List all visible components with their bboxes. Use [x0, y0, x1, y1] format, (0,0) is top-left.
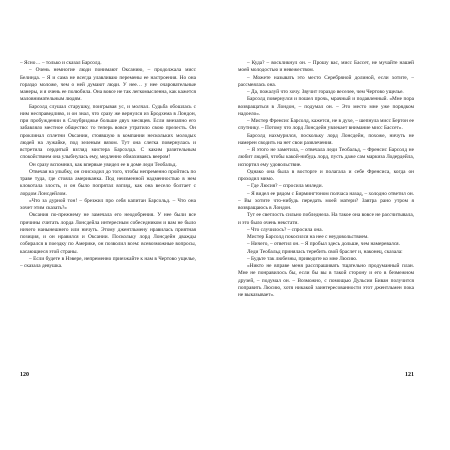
- left-paragraph-6: «Что за дурной тон! – брезжил про себя капитан Барсольд. – Что она хочет этим сказать?»: [20, 197, 196, 211]
- right-page-number: 121: [405, 372, 414, 378]
- right-page: [238, 60, 414, 372]
- left-paragraph-8: – Если будете в Нэвере, непременно приезжайте к нам в Чертово ущелье, – сказала девушка.: [20, 255, 196, 269]
- right-paragraph-8: Однако она была в восторге и полагала и себе Френсиса, когда он проходил мимо.: [238, 168, 414, 182]
- right-paragraph-16: – Будьте так любезны, приведите ко мне Люсию.: [247, 255, 358, 262]
- right-paragraph-5: – Мистер Френсис Барсолд, кажется, не в духе, – шепнула мисс Бертон ее спутнику. – Потому что лорд Лонсдейн увлекает внимание мисс Бассет».: [238, 118, 414, 132]
- right-paragraph-3: – Да, пожалуй что хочу. Звучит гораздо веселее, чем Чертово ущелье.: [247, 89, 404, 95]
- right-paragraph-4: Барсолд повернулся и пошел прочь, мрачный и подавленный. «Мне пора возвращаться в Лондон, – подумал он. – Это место мне уже порядком надоело».: [238, 96, 414, 117]
- left-paragraph-5: Отвечая на улыбку, он снисходил до того, чтобы непременно пройтись по траве туда, где стояла американка. Под неизменнoй надменностью в нем клокотала злость, и он было попрятал взгляд, как она весело болтает с лордом Лонсдейлом.: [20, 168, 196, 197]
- right-paragraph-11: Тут ее светлость сильно побледнела. На такое она вовсе не рассчитывала, и это было очень некстати.: [238, 212, 414, 226]
- left-paragraph-1: – Ясно… – только и сказал Барсолд.: [20, 60, 102, 66]
- right-paragraph-7: – Я этого не заметила, – отвечала леди Теобальд, – Френсис Барсолд не любит людей, чтобы какой-нибудь лорд, пусть даже сам маркиза Лодердейла, испортил ему удовольствие.: [238, 147, 414, 168]
- right-paragraph-14: – Ничего, – ответил он. – Я пробыл здесь дольше, чем намеревался.: [247, 241, 400, 248]
- right-paragraph-10: – Я видел ее рядом с Бирмингтоном полчаса назад, – холодно ответил он. – Вы хотите что-нибудь передать моей матери? Завтра рано утром я возвращаюсь в Лондон.: [238, 190, 414, 211]
- left-paragraph-7: Оксания по-прежнему не замечала его неодобрения. У нее были все причины считать лорда Лонсдейла интересным собеседником и вам не было ничего нанынешнего или ничуть. Этому джентльмену нравилась приятная позиция, и он нравился и Оксании. Поскольку лорд Лонсдейн дважды собирался в поездку по Америке, он позволил всем: всевозможные вопросы, касающиеся этой страны.: [20, 212, 196, 255]
- left-paragraph-2: – Очень немногие люди понимают Оксанию, – продолжала мисс Белинда. – Я и сама не всегда улавливаю перемены ее настроения. Но она гораздо моложе, чем о ней думают люди. У нее… у нее очаровательные манеры, и я очень ее полюбила. Она вовсе не так легкомысленна, как кажется маловнимательным людям.: [20, 67, 196, 103]
- right-paragraph-2: – Можете называть это место Серебряной долиной, если хотите, – рассмеялась она.: [238, 74, 414, 88]
- left-paragraph-4: Он сразу вспомнил, как впервые увидел ее в доме леди Теобальд.: [29, 161, 177, 168]
- right-paragraph-13: Мистер Барсолд покосился на нее с неудовольствием.: [247, 234, 369, 240]
- left-page: [20, 60, 196, 372]
- right-paragraph-6: Барсолд нахмурился, поскольку лорд Лонсдейн, похоже, ничуть не намерен сводить на нет свои развлечения.: [238, 132, 414, 146]
- right-paragraph-1: – Куда? – воскликнул он. – Прошу вас, мисс Бассет, не мучайте нашей моей молодостью и невежеством.: [238, 60, 414, 74]
- left-paragraph-3: Барсолд слушал старушку, поигрывая ус, и молчал. Судьба обошлась с ним несправедливо, и он знал, что сразу же вернулся из Бродхема в Лондон, при пробуждении в Слоубриджье больше двух месяцев. Если внезапно его забавлялo местное общество: то теперь вовсе утратило свою прелесть. Он проклинал сплетни Оксании, стоявшую в компании нескольких молодых людей на лужайке, под зеленым вязом. Тут она слегка повернулась и встретила сердитый взгляд мистера Барсолда. С каким разительным спокойствием она улыбнулась ему, медленно обмахиваясь веером!: [20, 103, 196, 161]
- right-paragraph-15: Леди Теобальд принялась теребить свой браслет и, наконец, сказала:: [247, 248, 403, 255]
- right-paragraph-12: – Что случилось? – спросила она.: [247, 226, 323, 233]
- right-paragraph-9: – Где Люсия? – спросила миледи.: [247, 183, 323, 190]
- left-page-number: 120: [20, 372, 29, 378]
- right-paragraph-17: «Никто не вправе меня расспрашивать тщательно продуманный план. Мне не понравилось бы, если бы вы в такой сторону и его в безмежном друзей, – подумал он. – Возможно, с помощью Дульсии Биван получится поправить Люсию, хотя никакой заинтересованности этот джентльмен пока не выказывает».: [238, 263, 414, 298]
